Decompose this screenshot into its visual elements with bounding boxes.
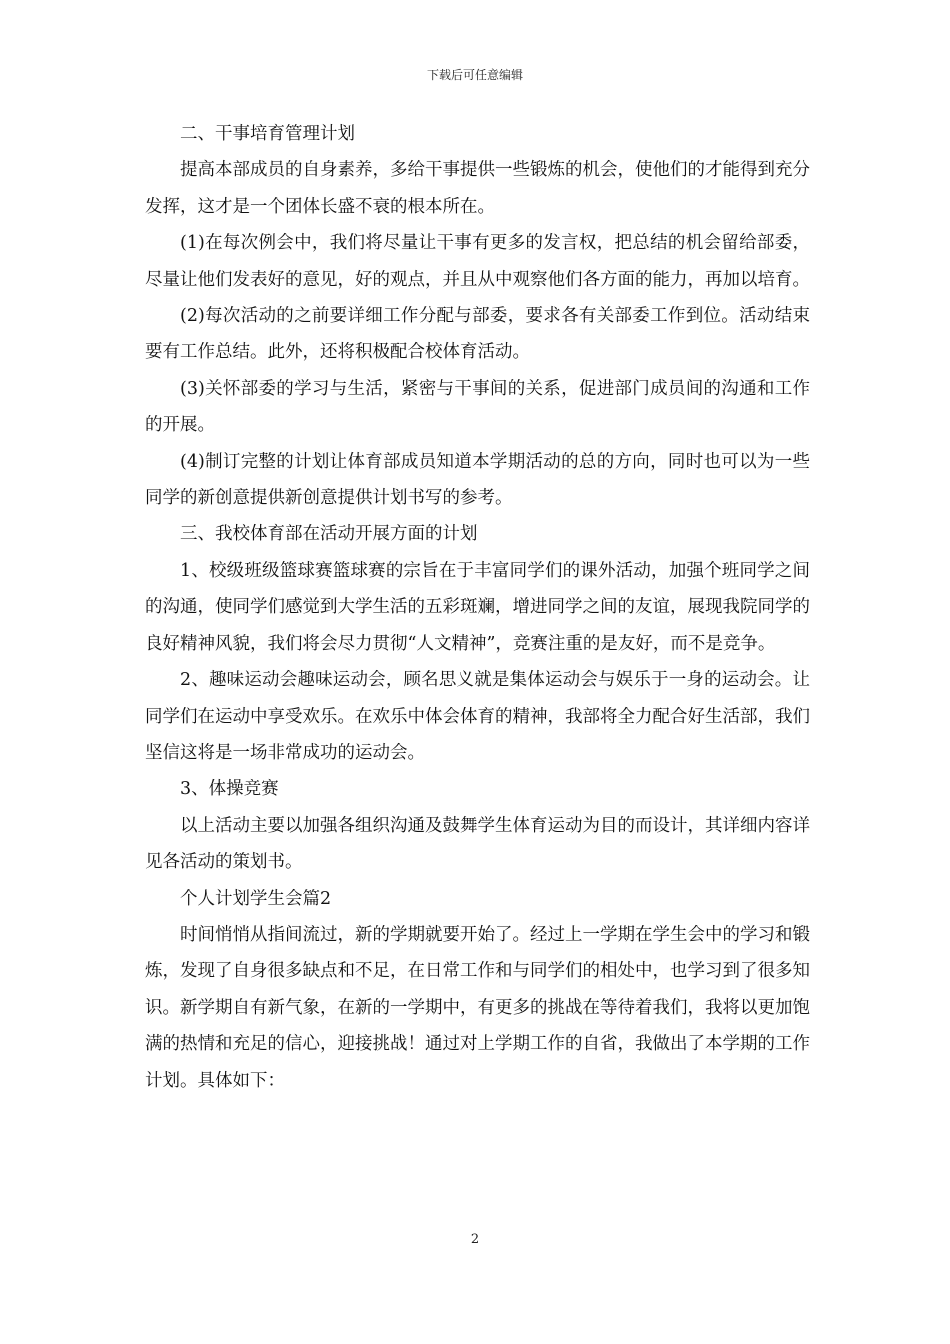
paragraph: (4)制订完整的计划让体育部成员知道本学期活动的总的方向，同时也可以为一些同学的新创意提供新创意提供计划书写的参考。 (145, 451, 810, 509)
section-heading-cadre-training: 二、干事培育管理计划 (180, 124, 355, 144)
paragraph: 时间悄悄从指间流过，新的学期就要开始了。经过上一学期在学生会中的学习和锻炼，发现了自身很多缺点和不足，在日常工作和与同学们的相处中，也学习到了很多知识。新学期自有新气象，在新的一学期中，有更多的挑战在等待着我们，我将以更加饱满的热情和充足的信心，迎接挑战！通过对上学期工作的自省，我做出了本学期的工作计划。具体如下： (145, 924, 810, 1091)
paragraph: 以上活动主要以加强各组织沟通及鼓舞学生体育运动为目的而设计，其详细内容详见各活动的策划书。 (145, 815, 810, 873)
paragraph: (2)每次活动的之前要详细工作分配与部委，要求各有关部委工作到位。活动结束要有工作总结。此外，还将积极配合校体育活动。 (145, 306, 810, 363)
paragraph: 提高本部成员的自身素养，多给干事提供一些锻炼的机会，使他们的才能得到充分发挥，这才是一个团体长盛不衰的根本所在。 (145, 160, 810, 217)
page-number: 2 (470, 1232, 480, 1247)
paragraph: 2、趣味运动会趣味运动会，顾名思义就是集体运动会与娱乐于一身的运动会。让同学们在运动中享受欢乐。在欢乐中体会体育的精神，我部将全力配合好生活部，我们坚信这将是一场非常成功的运动会。 (145, 670, 810, 763)
paragraph: (1)在每次例会中，我们将尽量让干事有更多的发言权，把总结的机会留给部委，尽量让他们发表好的意见，好的观点，并且从中观察他们各方面的能力，再加以培育。 (145, 233, 810, 290)
paragraph: 1、校级班级篮球赛篮球赛的宗旨在于丰富同学们的课外活动，加强个班同学之间的沟通，使同学们感觉到大学生活的五彩斑斓，增进同学之间的友谊，展现我院同学的良好精神风貌，我们将会尽力贯彻“人文精神”，竞赛注重的是友好，而不是竞争。 (145, 560, 810, 654)
article-title: 个人计划学生会篇2 (180, 888, 332, 909)
document-body (145, 116, 810, 1099)
paragraph: 3、体操竞赛 (180, 779, 279, 800)
page-header: 下载后可任意编辑 (426, 68, 523, 82)
section-heading-activity-plan: 三、我校体育部在活动开展方面的计划 (180, 524, 478, 545)
paragraph: (3)关怀部委的学习与生活，紧密与干事间的关系，促进部门成员间的沟通和工作的开展。 (145, 378, 810, 436)
